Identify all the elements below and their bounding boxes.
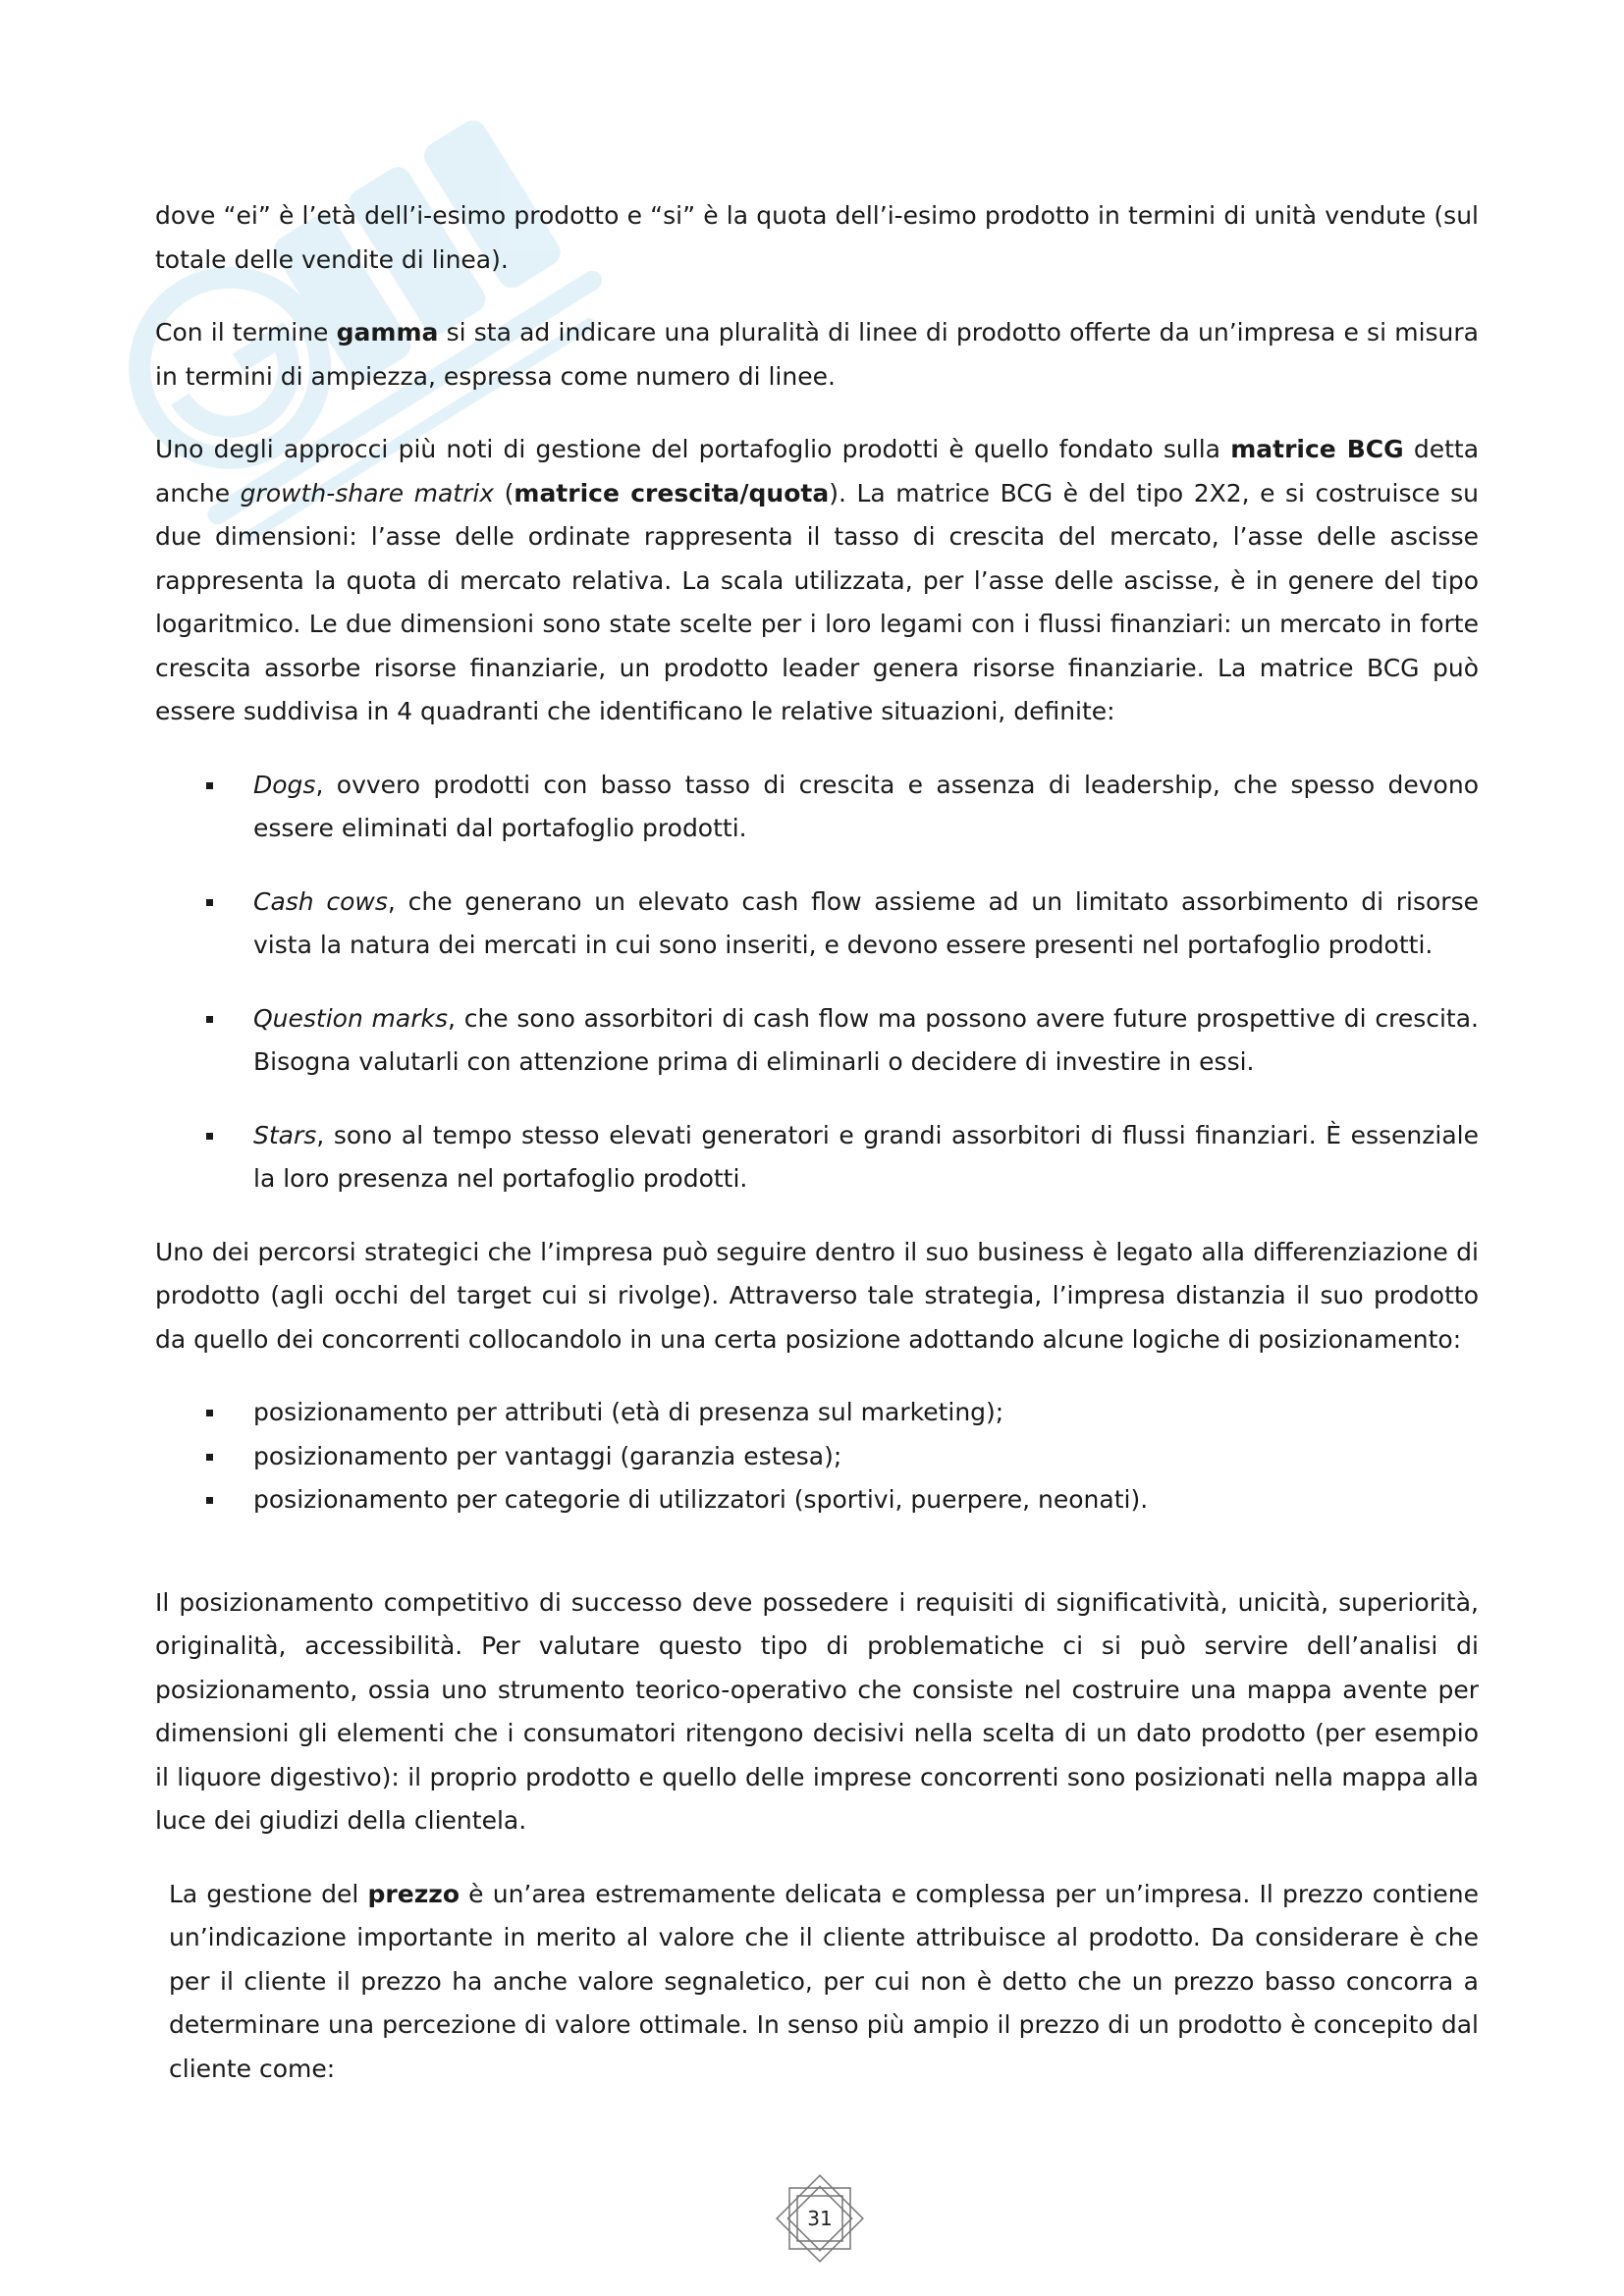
square-bullet-icon bbox=[206, 782, 213, 789]
term-gamma: gamma bbox=[336, 318, 439, 347]
paragraph-differentiation: Uno dei percorsi strategici che l’impresa può seguire dentro il suo business è legato alla differenziazione di prodotto (agli occhi del target cui si rivolge). Attraverso tale strategia, l’impresa distanzia il suo prodotto da quello dei concorrenti collocandolo in una certa posizione adottando alcune logiche di posizionamento: bbox=[155, 1237, 1479, 1354]
term-matrice-crescita-quota: matrice crescita/quota bbox=[514, 478, 830, 507]
term-matrice-bcg: matrice BCG bbox=[1230, 435, 1404, 463]
quadrant-term: Question marks bbox=[253, 1003, 449, 1033]
square-bullet-icon bbox=[206, 1497, 213, 1504]
list-item-stars: Stars, sono al tempo stesso elevati generatori e grandi assorbitori di flussi finanziari. È essenziale la loro presenza nel portafoglio prodotti. bbox=[155, 1114, 1479, 1201]
list-item-positioning-advantages: posizionamento per vantaggi (garanzia estesa); bbox=[155, 1435, 1479, 1479]
paragraph-price: La gestione del prezzo è un’area estremamente delicata e complessa per un’impresa. Il prezzo contiene un’indicazione importante in merito al valore che il cliente attribuisce al prodotto. Da considerare è che per il cliente il prezzo ha anche valore segnaletico, per cui non è detto che un prezzo basso concorra a determinare una percezione di valore ottimale. In senso più ampio il prezzo di un prodotto è concepito dal cliente come: bbox=[169, 1879, 1479, 2083]
square-bullet-icon bbox=[206, 1410, 213, 1416]
paragraph-competitive-positioning: Il posizionamento competitivo di successo deve possedere i requisiti di significatività, unicità, superiorità, originalità, accessibilità. Per valutare questo tipo di problematiche ci si può servire dell’analisi di posizionamento, ossia uno strumento teorico-operativo che consiste nel costruire una mappa avente per dimensioni gli elementi che i consumatori ritengono decisivi nella scelta di un dato prodotto (per esempio il liquore digestivo): il proprio prodotto e quello delle imprese concorrenti sono posizionati nella mappa alla luce dei giudizi della clientela. bbox=[155, 1587, 1479, 1835]
square-bullet-icon bbox=[206, 899, 213, 906]
quadrant-term: Cash cows bbox=[253, 886, 388, 916]
paragraph-bcg-matrix: Uno degli approcci più noti di gestione del portafoglio prodotti è quello fondato sulla matrice BCG detta anche growth-share matrix (matrice crescita/quota). La matrice BCG è del tipo 2X2, e si costruisce su due dimensioni: l’asse delle ordinate rappresenta il tasso di crescita del mercato, l’asse delle ascisse rappresenta la quota di mercato relativa. La scala utilizzata, per l’asse delle ascisse, è in genere del tipo logaritmico. Le due dimensioni sono state scelte per i loro legami con i flussi finanziari: un mercato in forte crescita assorbe risorse finanziarie, un prodotto leader genera risorse finanziarie. La matrice BCG può essere suddivisa in 4 quadranti che identificano le relative situazioni, definite: bbox=[155, 435, 1480, 725]
list-item-dogs: Dogs, ovvero prodotti con basso tasso di crescita e assenza di leadership, che spesso devono essere eliminati dal portafoglio prodotti. bbox=[155, 764, 1479, 851]
list-spacer bbox=[155, 1552, 1479, 1581]
positioning-logics-list bbox=[155, 1391, 1479, 1522]
paragraph-age-share-definition: dove “ei” è l’età dell’i-esimo prodotto e “si” è la quota dell’i-esimo prodotto in termini di unità vendute (sul totale delle vendite di linea). bbox=[155, 201, 1479, 274]
list-item-cash-cows: Cash cows, che generano un elevato cash flow assieme ad un limitato assorbimento di risorse vista la natura dei mercati in cui sono inseriti, e devono essere presenti nel portafoglio prodotti. bbox=[155, 881, 1479, 968]
page-number-ornament bbox=[776, 2174, 864, 2263]
square-bullet-icon bbox=[206, 1133, 213, 1140]
bcg-quadrants-list bbox=[155, 764, 1479, 1201]
square-bullet-icon bbox=[206, 1016, 213, 1023]
list-item-positioning-users: posizionamento per categorie di utilizzatori (sportivi, puerpere, neonati). bbox=[155, 1478, 1479, 1522]
quadrant-term: Stars bbox=[253, 1120, 317, 1149]
paragraph-gamma: Con il termine gamma si sta ad indicare una pluralità di linee di prodotto offerte da un’impresa e si misura in termini di ampiezza, espressa come numero di linee. bbox=[155, 318, 1479, 391]
term-growth-share-matrix: growth-share matrix bbox=[240, 478, 495, 507]
square-bullet-icon bbox=[206, 1454, 213, 1461]
list-item-positioning-attributes: posizionamento per attributi (età di presenza sul marketing); bbox=[155, 1391, 1479, 1435]
term-prezzo: prezzo bbox=[367, 1879, 460, 1908]
page-number: 31 bbox=[807, 2207, 833, 2230]
quadrant-term: Dogs bbox=[253, 770, 316, 799]
document-body bbox=[155, 194, 1479, 2120]
list-item-question-marks: Question marks, che sono assorbitori di cash flow ma possono avere future prospettive di crescita. Bisogna valutarli con attenzione prima di eliminarli o decidere di investire in essi. bbox=[155, 997, 1479, 1085]
